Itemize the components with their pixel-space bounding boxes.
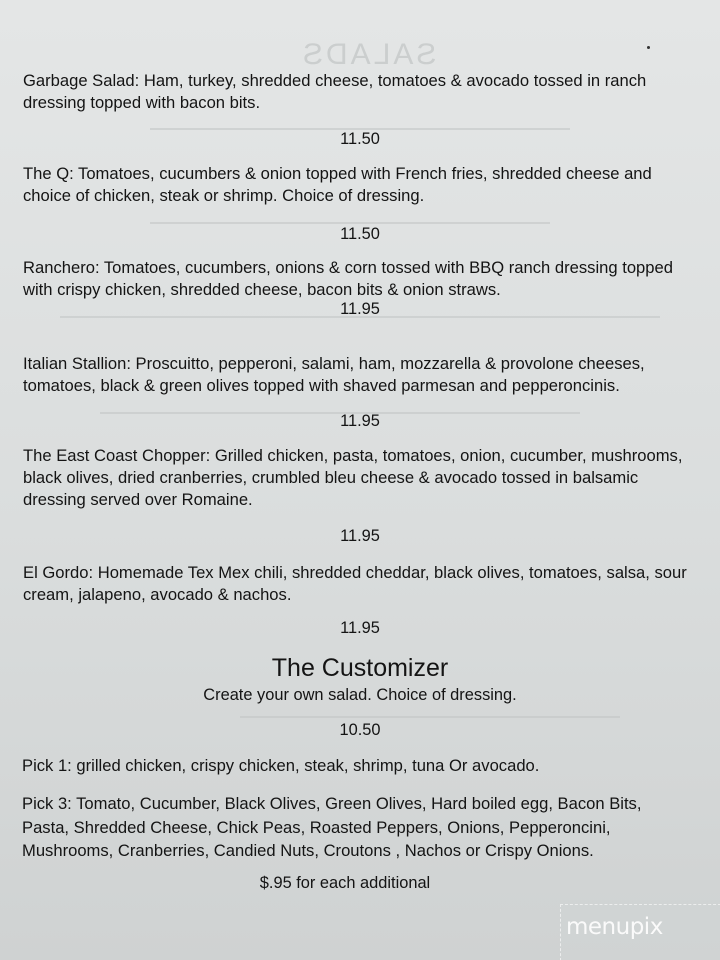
menu-item-price: 11.95 <box>340 300 380 318</box>
watermark-logo: menupix <box>566 914 663 940</box>
customizer-price: 10.50 <box>339 721 381 739</box>
customizer-heading: The Customizer <box>271 654 449 682</box>
bleed-through-line <box>150 222 550 224</box>
menu-item-price: 11.95 <box>340 619 380 637</box>
menu-item-el-gordo: El Gordo: Homemade Tex Mex chili, shredded cheddar, black olives, tomatoes, salsa, sour cream, jalapeno, avocado & nachos. <box>23 563 687 604</box>
menu-item-ranchero: Ranchero: Tomatoes, cucumbers, onions & corn tossed with BBQ ranch dressing topped with crispy chicken, shredded cheese, bacon bits & onion straws. <box>23 258 673 299</box>
bleed-through-line <box>240 716 620 718</box>
menu-item-price: 11.50 <box>340 225 380 243</box>
menu-item-garbage-salad: Garbage Salad: Ham, turkey, shredded cheese, tomatoes & avocado tossed in ranch dressing topped with bacon bits. <box>23 71 647 112</box>
bleed-through-decoration: SALADS <box>300 38 437 71</box>
customizer-pick-1: Pick 1: grilled chicken, crispy chicken, steak, shrimp, tuna Or avocado. <box>22 756 540 775</box>
customizer-additional-note: $.95 for each additional <box>259 874 431 892</box>
menu-item-price: 11.95 <box>340 527 380 545</box>
menu-item-price: 11.95 <box>340 412 380 430</box>
menu-item-east-coast-chopper: The East Coast Chopper: Grilled chicken, pasta, tomatoes, onion, cucumber, mushrooms, black olives, dried cranberries, crumbled bleu cheese & avocado tossed in balsamic dressing served over Romaine. <box>23 446 683 509</box>
menu-item-price: 11.50 <box>340 130 380 148</box>
menu-item-italian-stallion: Italian Stallion: Proscuitto, pepperoni, salami, ham, mozzarella & provolone cheeses, tomatoes, black & green olives topped with shaved parmesan and pepperoncinis. <box>23 354 645 395</box>
customizer-pick-3: Pick 3: Tomato, Cucumber, Black Olives, Green Olives, Hard boiled egg, Bacon Bits, Pasta, Shredded Cheese, Chick Peas, Roasted Peppers, Onions, Pepperoncini, Mushrooms, Cranberries, Candied Nuts, Croutons , Nachos or Crispy Onions. <box>22 794 642 860</box>
customizer-subtitle: Create your own salad. Choice of dressing. <box>203 686 517 704</box>
menu-item-the-q: The Q: Tomatoes, cucumbers & onion topped with French fries, shredded cheese and choice of chicken, steak or shrimp. Choice of dressing. <box>23 164 652 205</box>
paper-speck <box>647 46 650 49</box>
